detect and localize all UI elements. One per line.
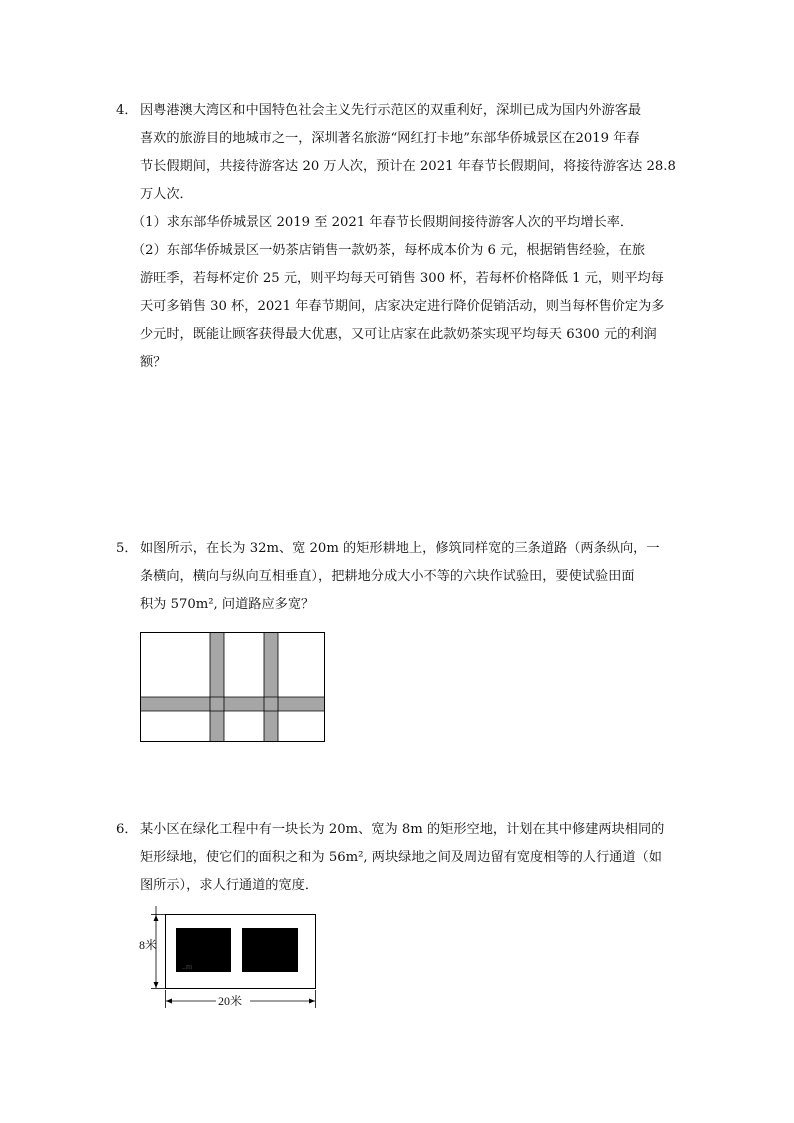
problem-4 — [116, 97, 676, 377]
problem-4-line-3: 节长假期间，共接待游客达 20 万人次，预计在 2021 年春节长假期间，将接待游客达 28.8 — [140, 159, 676, 174]
problem-4-line-2: 喜欢的旅游目的地城市之一，深圳著名旅游“网红打卡地”东部华侨城景区在2019 年春 — [140, 131, 640, 146]
problem-4-part-2-line-5: 额？ — [140, 355, 167, 370]
road-vertical-right — [264, 633, 278, 741]
problem-4-line-4: 万人次． — [140, 187, 193, 202]
problem-6-line-1: 6． 某小区在绿化工程中有一块长为 20m、宽为 8m 的矩形空地，计划在其中修建两块相同的 — [116, 816, 676, 844]
problem-5-line-3: 积为 570m², 问道路应多宽？ — [140, 597, 315, 612]
problem-4-part-1: （1）求东部华侨城景区 2019 至 2021 年春节长假期间接待游客人次的平均增长率． — [132, 215, 634, 230]
road-horizontal — [141, 697, 324, 711]
height-label: 8米 — [139, 938, 158, 952]
road-vertical-left — [210, 633, 224, 741]
problem-6-line-2: 矩形绿地，使它们的面积之和为 56m², 两块绿地之间及周边留有宽度相等的人行通道（如 — [140, 850, 662, 865]
width-label: 20米 — [218, 994, 243, 1008]
problem-5-line-1: 5． 如图所示，在长为 32m、宽 20m 的矩形耕地上，修筑同样宽的三条道路（两条纵向，一 — [116, 535, 676, 563]
problem-number: 4． — [116, 103, 138, 118]
problem-6-line-3: 图所示），求人行通道的宽度． — [140, 878, 319, 893]
problem-number: 5． — [116, 541, 138, 556]
problem-4-part-2-line-1: （2）东部华侨城景区一奶茶店销售一款奶茶，每杯成本价为 6 元，根据销售经验，在旅 — [132, 243, 646, 258]
problem-4-part-2-line-3: 天可多销售 30 杯，2021 年春节期间，店家决定进行降价促销活动，则当每杯售价定为多 — [140, 299, 665, 314]
road-diagram — [140, 632, 326, 744]
problem-4-part-2-line-4: 少元时，既能让顾客获得最大优惠，又可让店家在此款奶茶实现平均每天 6300 元的利润 — [140, 327, 657, 342]
field-rect — [141, 633, 325, 742]
problem-5 — [116, 535, 676, 619]
problem-5-line-2: 条横向，横向与纵向互相垂直），把耕地分成大小不等的六块作试验田，要使试验田面 — [140, 569, 635, 584]
problem-number: 6． — [116, 822, 138, 837]
inner-label: ..m — [182, 962, 193, 971]
problem-4-line-1: 4． 因粤港澳大湾区和中国特色社会主义先行示范区的双重利好，深圳已成为国内外游客最 — [116, 97, 676, 125]
problem-4-part-2-line-2: 游旺季，若每杯定价 25 元，则平均每天可销售 300 杯，若每杯价格降低 1 元，则平均每 — [140, 271, 664, 286]
problem-6 — [116, 816, 676, 900]
greenbelt-diagram — [134, 904, 334, 1014]
plot-right — [242, 928, 298, 972]
